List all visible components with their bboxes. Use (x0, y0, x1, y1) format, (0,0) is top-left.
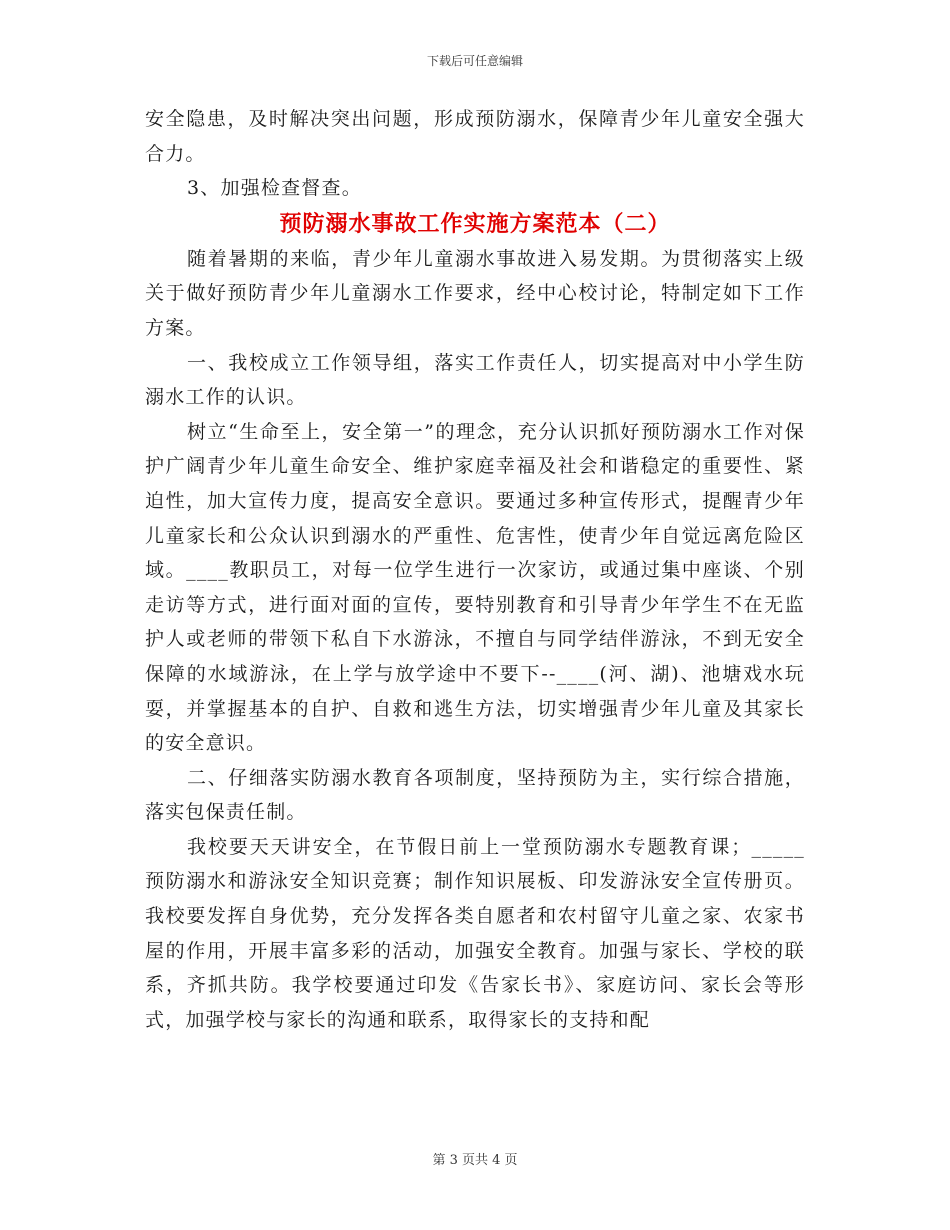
page-number: 第 3 页共 4 页 (432, 1153, 518, 1168)
paragraph-education: 我校要天天讲安全，在节假日前上一堂预防溺水专题教育课；_____预防溺水和游泳安全知识竞赛；制作知识展板、印发游泳安全宣传册页。我校要发挥自身优势，充分发挥各类自愿者和农村留守儿童之家、农家书屋的作用，开展丰富多彩的活动，加强安全教育。加强与家长、学校的联系，齐抓共防。我学校要通过印发《告家长书》、家庭访问、家长会等形式，加强学校与家长的沟通和联系，取得家长的支持和配 (145, 835, 805, 1031)
paragraph-awareness: 树立“生命至上，安全第一”的理念，充分认识抓好预防溺水工作对保护广阔青少年儿童生命安全、维护家庭幸福及社会和谐稳定的重要性、紧迫性，加大宣传力度，提高安全意识。要通过多种宣传形式，提醒青少年儿童家长和公众认识到溺水的严重性、危害性，使青少年自觉远离危险区域。____教职员工，对每一位学生进行一次家访，或通过集中座谈、个别走访等方式，进行面对面的宣传，要特别教育和引导青少年学生不在无监护人或老师的带领下私自下水游泳，不擅自与同学结伴游泳，不到无安全保障的水域游泳，在上学与放学途中不要下--____(河、湖)、池塘戏水玩耍，并掌握基本的自护、自救和逃生方法，切实增强青少年儿童及其家长的安全意识。 (145, 420, 805, 755)
paragraph-point-two: 二、仔细落实防溺水教育各项制度，坚持预防为主，实行综合措施，落实包保责任制。 (145, 766, 805, 824)
paragraph-continuation: 安全隐患，及时解决突出问题，形成预防溺水，保障青少年儿童安全强大合力。 (145, 108, 805, 165)
page-header-note: 下载后可任意编辑 (426, 54, 523, 68)
document-body (145, 102, 805, 1037)
paragraph-point-one: 一、我校成立工作领导组，落实工作责任人，切实提高对中小学生防溺水工作的认识。 (145, 351, 805, 409)
paragraph-inspection: 3、加强检查督查。 (187, 177, 362, 200)
paragraph-intro: 随着暑期的来临，青少年儿童溺水事故进入易发期。为贯彻落实上级关于做好预防青少年儿童溺水工作要求，经中心校讨论，特制定如下工作方案。 (145, 247, 805, 339)
section-title: 预防溺水事故工作实施方案范本（二） (279, 210, 671, 237)
